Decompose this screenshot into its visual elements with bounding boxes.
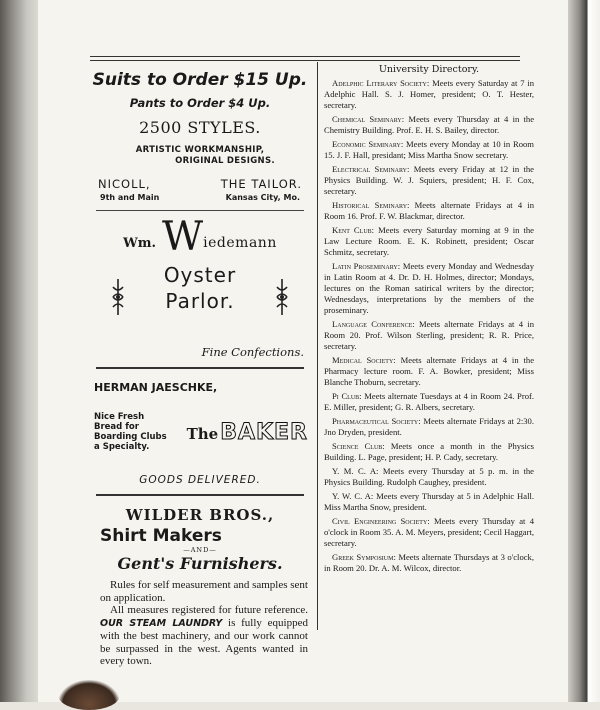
ad-tagline-1: ARTISTIC WORKMANSHIP, xyxy=(135,145,265,155)
entry-text: Meets alternate Fridays at 2:30. Jno Dryden, president. xyxy=(324,416,535,437)
wilder-bros-name: WILDER BROS., xyxy=(125,506,275,524)
entry-text: Meets alternate Tuesdays at 4 in Room 24. Prof. E. Miller, president; G. R. Albers, secretary. xyxy=(324,391,534,412)
baker-logo xyxy=(187,420,308,445)
oyster-text: Oyster xyxy=(163,263,237,287)
directory-entry xyxy=(324,78,534,111)
entry-name: Civil Engineering Society: xyxy=(332,516,430,526)
entry-text: Meets alternate Fridays at 4 in the Pharmacy lecture room. F. A. Bowker, president; Miss Blanche Thoburn, secretary. xyxy=(324,355,535,387)
ad-address-city: Kansas City, Mo. xyxy=(225,193,300,202)
advertisements-column xyxy=(92,62,308,668)
entry-text: Meets every Thursday at 5 p. m. in the Physics Building. Rudolph Caughey, president. xyxy=(324,466,534,487)
ad-headline-suits: Suits to Order $15 Up. xyxy=(92,70,308,90)
baker-blurb-line: a Specialty. xyxy=(94,442,150,452)
wiedemann-logo xyxy=(92,214,308,260)
baker-blurb-line: Bread for xyxy=(94,422,139,432)
directory-entry xyxy=(324,139,534,161)
gents-furnishers-text: Gent's Furnishers. xyxy=(117,554,283,573)
ad-styles-count: 2500 STYLES. xyxy=(139,118,261,137)
book-binding-left xyxy=(0,0,38,702)
directory-entry xyxy=(324,114,534,136)
top-double-rule xyxy=(90,56,520,61)
entry-name: Pi Club: xyxy=(332,391,362,401)
ad-address-row xyxy=(92,193,308,202)
parlor-text: Parlor. xyxy=(165,289,235,313)
entry-text: Meets every Thursday at 4 o'clock in Room 35. A. M. Meyers, president; Cecil Haggart, secretary. xyxy=(324,516,534,548)
directory-entry xyxy=(324,552,534,574)
directory-entry xyxy=(324,225,534,258)
entry-text: Meets every Monday at 10 in Room 15. J. F. Hall, presidant; Miss Martha Snow secretary. xyxy=(324,139,534,160)
entry-name: Science Club: xyxy=(332,441,385,451)
entry-name: Medical Society: xyxy=(332,355,396,365)
entry-text: Meets alternate Fridays at 4 in Room 16. Prof. F. W. Blackmar, director. xyxy=(324,200,534,221)
wiedemann-initial: W xyxy=(162,214,204,260)
wiedemann-surname: iedemann xyxy=(203,235,277,251)
wiedemann-ad xyxy=(92,214,308,359)
entry-name: Y. M. C. A: xyxy=(332,466,379,476)
entry-text: Meets every Saturday at 7 in Adelphic Hall. S. J. Homer, president; O. T. Hester, secretary. xyxy=(324,78,535,110)
wilder-laundry-text: is fully equipped with the best machinery, and our work cannot be surpassed in the west. Agents wanted in every town. xyxy=(100,616,308,667)
directory-entries xyxy=(324,78,534,574)
entry-text: Meets once a month in the Physics Building. L. Page, president; H. P. Cady, secretary. xyxy=(324,441,534,462)
entry-text: Meets alternate Fridays at 4 in Room 20. Prof. Wilson Sterling, president; R. R. Price, secretary. xyxy=(324,319,534,351)
baker-logo-the: The xyxy=(186,424,219,443)
directory-entry xyxy=(324,466,534,488)
fleuron-ornament-icon xyxy=(274,279,290,315)
directory-entry xyxy=(324,391,534,413)
wiedemann-wm: Wm. xyxy=(123,236,157,251)
wilder-body-text xyxy=(92,579,308,668)
entry-text: Meets every Thursday at 4 in the Chemistry Building. Prof. E. H. S. Bailey, director. xyxy=(324,114,535,135)
ad-name-tailor: THE TAILOR. xyxy=(220,177,302,191)
entry-text: Meets every Friday at 12 in the Physics Building. W. J. Squiers, president; H. F. Cox, secretary. xyxy=(324,164,534,196)
directory-entry xyxy=(324,355,534,388)
and-separator: —AND— xyxy=(183,546,217,554)
directory-entry xyxy=(324,516,534,549)
ad-divider xyxy=(96,494,304,496)
entry-name: Historical Seminary: xyxy=(332,200,410,210)
book-binding-right xyxy=(568,0,600,702)
entry-name: Y. W. C. A: xyxy=(332,491,374,501)
entry-name: Adelphic Literary Society: xyxy=(332,78,430,88)
baker-blurb xyxy=(92,412,181,452)
steam-laundry-text: OUR STEAM LAUNDRY xyxy=(100,617,223,629)
wilder-bros-ad xyxy=(92,506,308,668)
column-divider xyxy=(317,62,318,630)
wilder-measures-text: All measures registered for future reference. xyxy=(110,604,308,616)
entry-name: Electrical Seminary: xyxy=(332,164,410,174)
directory-entry xyxy=(324,261,534,316)
ad-divider xyxy=(96,367,304,369)
entry-name: Latin Proseminary: xyxy=(332,261,401,271)
entry-name: Economic Seminary: xyxy=(332,139,404,149)
entry-text: Meets every Thursday at 5 in Adelphic Hall. Miss Martha Snow, president. xyxy=(324,491,534,512)
jaeschke-baker-ad xyxy=(92,381,308,486)
baker-blurb-line: Nice Fresh xyxy=(94,412,145,422)
fleuron-ornament-icon xyxy=(110,279,126,315)
entry-name: Pharmaceutical Society: xyxy=(332,416,421,426)
baker-owner-name: HERMAN JAESCHKE, xyxy=(94,381,218,394)
wilder-paragraph-1: Rules for self measurement and samples sent on application. xyxy=(100,579,308,604)
ad-divider xyxy=(96,210,304,211)
entry-text: Meets alternate Thursdays at 3 o'clock, in Room 20. Dr. A. M. Wilcox, director. xyxy=(324,552,534,573)
entry-text: Meets every Saturday morning at 9 in the Law Lecture Room. E. K. Robinett, president; Oscar Schmitz, secretary. xyxy=(324,225,534,257)
entry-text: Meets every Monday and Wednesday in Latin Room at 4. Dr. D. H. Holmes, director; Mondays, lectures on the Roman satirical writers by the director; Wednesdays, interpretations by the members of the proseminary. xyxy=(324,261,534,315)
ad-name-nicoll: NICOLL, xyxy=(98,177,151,191)
entry-name: Greek Symposium: xyxy=(332,552,396,562)
fine-confections-text: Fine Confections. xyxy=(201,345,304,359)
entry-name: Kent Club: xyxy=(332,225,375,235)
nicoll-tailor-ad xyxy=(92,70,308,202)
directory-entry xyxy=(324,416,534,438)
ad-name-row xyxy=(92,177,308,191)
wilder-paragraph-2 xyxy=(100,604,308,668)
directory-entry xyxy=(324,200,534,222)
oyster-parlor-block xyxy=(92,263,308,341)
directory-title: University Directory. xyxy=(378,64,480,75)
entry-name: Language Conference: xyxy=(332,319,415,329)
baker-row xyxy=(92,412,308,452)
baker-logo-word: BAKER xyxy=(220,419,308,445)
shirt-makers-text: Shirt Makers xyxy=(100,526,222,546)
goods-delivered-text: GOODS DELIVERED. xyxy=(139,474,261,486)
directory-entry xyxy=(324,164,534,197)
entry-name: Chemical Seminary: xyxy=(332,114,405,124)
university-directory xyxy=(324,62,534,577)
ad-headline-pants: Pants to Order $4 Up. xyxy=(129,96,271,110)
directory-entry xyxy=(324,491,534,513)
ad-tagline-2: ORIGINAL DESIGNS. xyxy=(175,156,275,166)
directory-entry xyxy=(324,319,534,352)
directory-entry xyxy=(324,441,534,463)
scanner-thumb xyxy=(58,680,120,710)
baker-blurb-line: Boarding Clubs xyxy=(94,432,167,442)
ad-address-street: 9th and Main xyxy=(100,193,160,202)
